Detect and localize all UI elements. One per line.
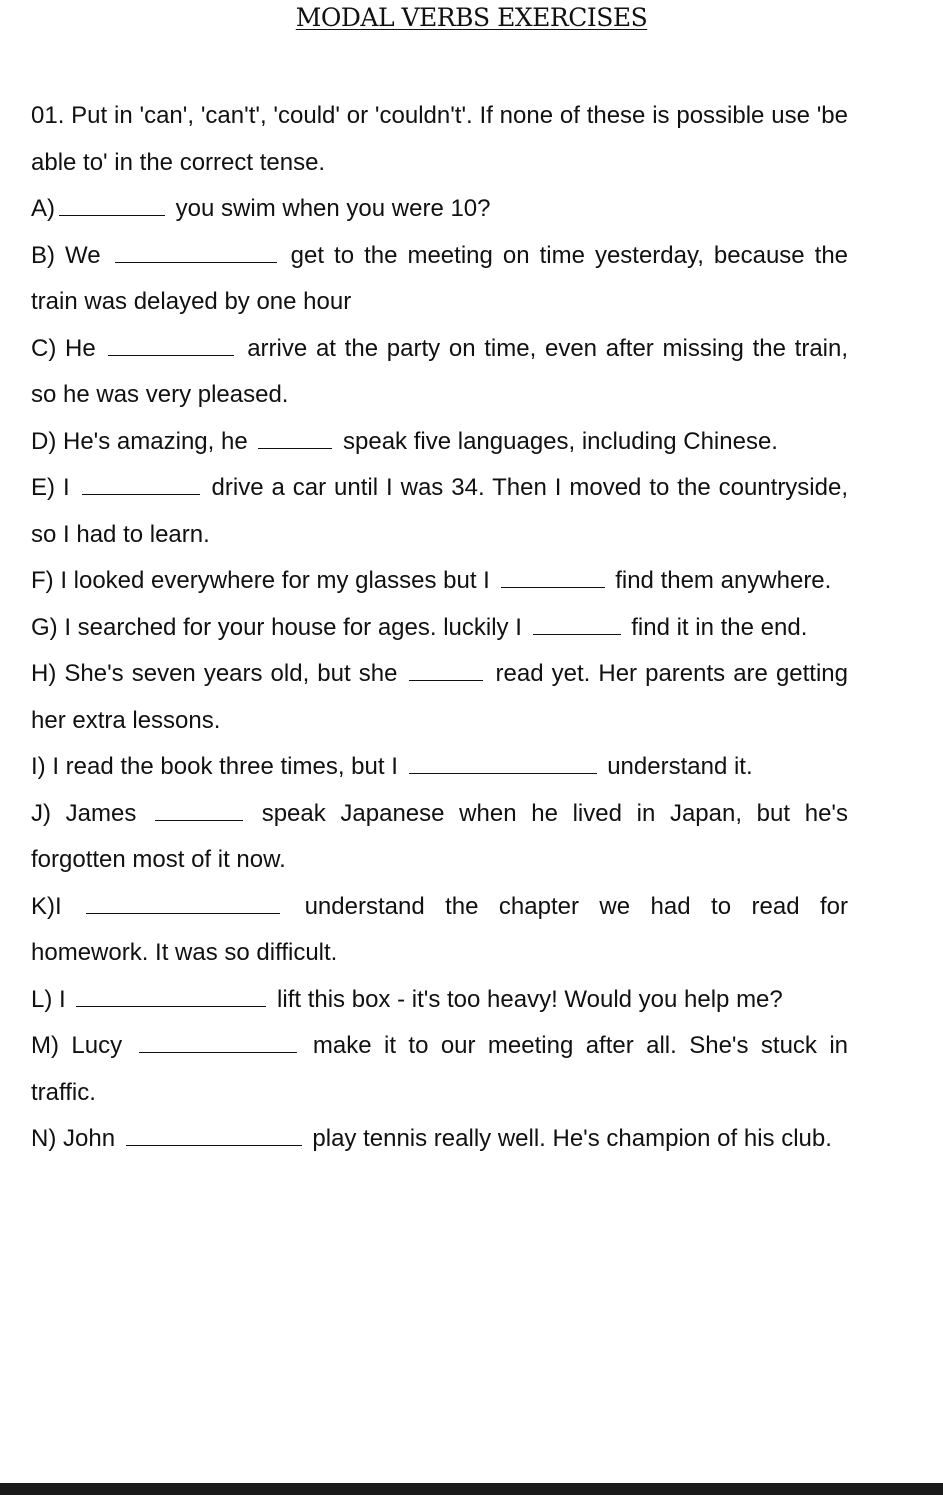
item-continuation: speak five languages, including Chinese. bbox=[343, 427, 778, 455]
item-continuation: drive a car until I was 34. Then I moved to the countryside, so I had to learn. bbox=[31, 474, 849, 548]
item-prompt: H) She's seven years old, but she bbox=[31, 660, 398, 687]
exercise-item-i bbox=[31, 744, 848, 791]
item-prompt: M) Lucy bbox=[31, 1032, 123, 1059]
exercise-item-c bbox=[31, 326, 848, 419]
item-continuation: understand it. bbox=[607, 753, 753, 780]
answer-blank[interactable] bbox=[86, 912, 280, 914]
exercise-item-g bbox=[31, 605, 848, 652]
answer-blank[interactable] bbox=[409, 679, 483, 681]
item-prompt: C) He bbox=[31, 334, 96, 362]
exercise-item-f bbox=[31, 558, 848, 605]
item-prompt: J) James bbox=[31, 799, 137, 827]
instruction-text: 01. Put in 'can', 'can't', 'could' or 'couldn't'. If none of these is possible use 'be able to' in the correct tense. bbox=[31, 102, 848, 176]
item-continuation: read yet. Her parents are getting her extra lessons. bbox=[31, 660, 849, 734]
item-prompt: K)I bbox=[31, 892, 62, 920]
answer-blank[interactable] bbox=[59, 214, 165, 216]
exercise-item-b bbox=[31, 233, 848, 326]
answer-blank[interactable] bbox=[533, 633, 621, 635]
item-prompt: A) bbox=[31, 195, 55, 222]
exercise-item-e bbox=[31, 465, 848, 558]
exercise-item-l bbox=[31, 977, 848, 1024]
item-prompt: F) I looked everywhere for my glasses but I bbox=[31, 567, 490, 594]
item-continuation: find it in the end. bbox=[631, 613, 808, 641]
item-continuation: you swim when you were 10? bbox=[175, 195, 491, 222]
answer-blank[interactable] bbox=[115, 261, 277, 263]
item-prompt: D) He's amazing, he bbox=[31, 427, 248, 455]
item-continuation: play tennis really well. He's champion of his club. bbox=[312, 1125, 832, 1152]
exercise-item-j bbox=[31, 791, 848, 884]
answer-blank[interactable] bbox=[409, 772, 597, 774]
item-prompt: N) John bbox=[31, 1125, 116, 1152]
page-title: MODAL VERBS EXERCISES bbox=[295, 3, 648, 32]
exercise-item-n bbox=[31, 1116, 848, 1163]
item-prompt: L) I bbox=[31, 985, 66, 1013]
answer-blank[interactable] bbox=[258, 447, 332, 449]
bottom-edge-bar bbox=[0, 1483, 943, 1495]
answer-blank[interactable] bbox=[108, 354, 234, 356]
exercise-item-m bbox=[31, 1023, 848, 1116]
answer-blank[interactable] bbox=[139, 1051, 297, 1053]
exercise-item-h bbox=[31, 651, 848, 744]
answer-blank[interactable] bbox=[76, 1005, 266, 1007]
item-continuation: get to the meeting on time yesterday, because the train was delayed by one hour bbox=[31, 241, 849, 315]
item-prompt: B) We bbox=[31, 241, 101, 269]
item-continuation: speak Japanese when he lived in Japan, but he's forgotten most of it now. bbox=[31, 799, 848, 873]
answer-blank[interactable] bbox=[155, 819, 243, 821]
item-prompt: E) I bbox=[31, 474, 70, 501]
item-continuation: make it to our meeting after all. She's stuck in traffic. bbox=[31, 1032, 848, 1106]
answer-blank[interactable] bbox=[501, 586, 605, 588]
answer-blank[interactable] bbox=[126, 1144, 302, 1146]
item-continuation: arrive at the party on time, even after missing the train, so he was very pleased. bbox=[31, 334, 849, 408]
exercise-item-d bbox=[31, 419, 848, 466]
item-prompt: I) I read the book three times, but I bbox=[31, 753, 398, 780]
exercise-body bbox=[31, 93, 848, 1163]
item-continuation: understand the chapter we had to read for homework. It was so difficult. bbox=[31, 892, 848, 966]
exercise-item-k bbox=[31, 884, 848, 977]
exercise-item-a bbox=[31, 186, 848, 233]
answer-blank[interactable] bbox=[82, 493, 200, 495]
item-prompt: G) I searched for your house for ages. luckily I bbox=[31, 613, 522, 641]
item-continuation: find them anywhere. bbox=[615, 567, 832, 594]
item-continuation: lift this box - it's too heavy! Would you help me? bbox=[277, 985, 783, 1013]
